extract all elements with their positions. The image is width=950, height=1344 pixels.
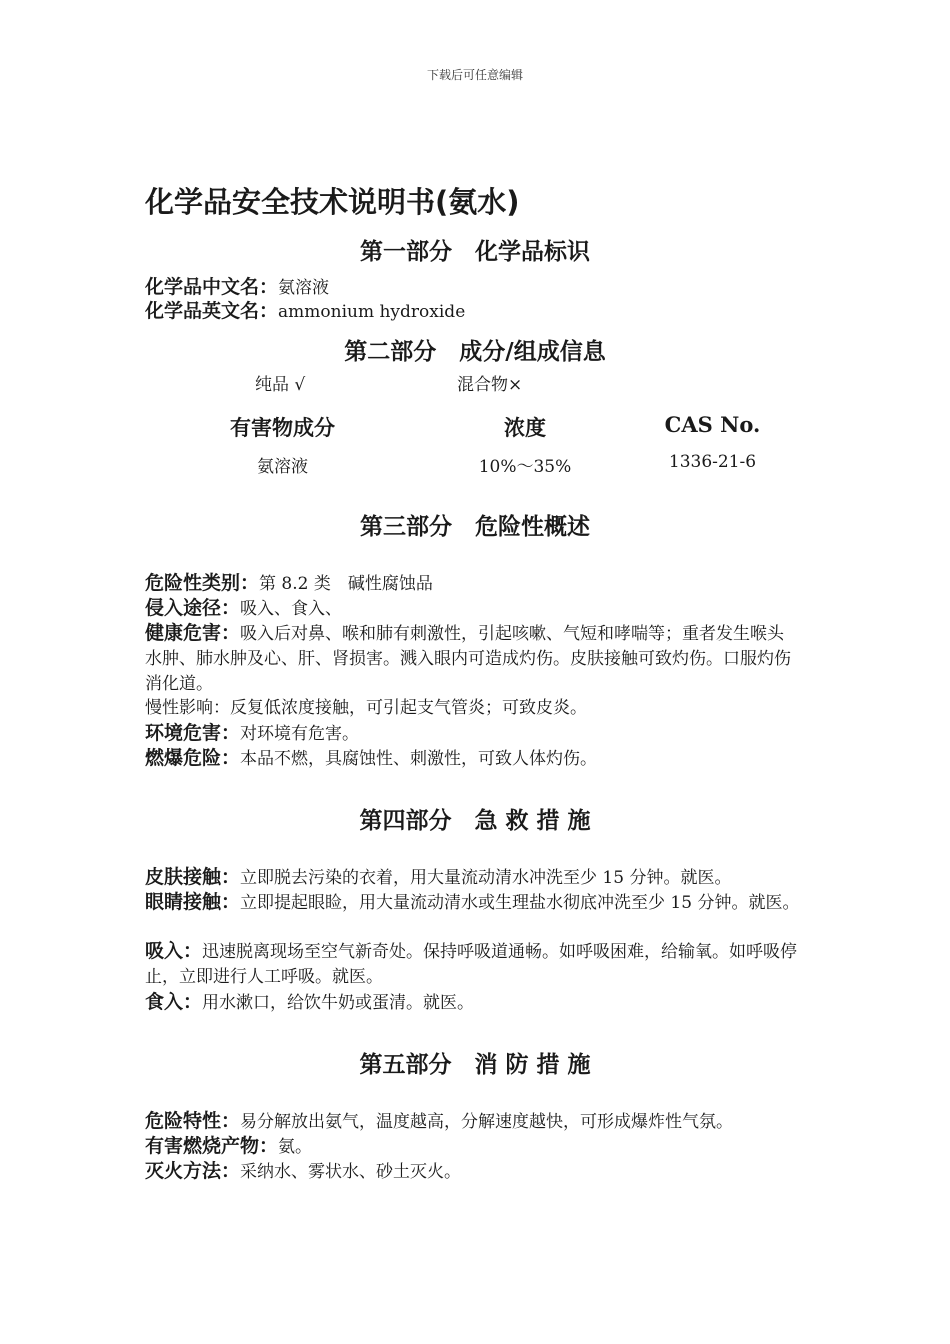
fire-explosion-value: 本品不燃，具腐蚀性、刺激性，可致人体灼伤。 [240,749,598,769]
table-header-concentration: 浓度 [504,416,546,440]
exposure-route-row [145,596,825,622]
eye-contact-row [145,890,815,916]
ingestion-label: 食入： [145,991,203,1013]
fire-explosion-row [145,746,825,772]
chinese-name-label: 化学品中文名： [145,276,279,298]
extinguishing-method-label: 灭火方法： [145,1160,241,1182]
table-header-component: 有害物成分 [230,416,335,440]
fire-explosion-label: 燃爆危险： [145,747,241,769]
section4-heading: 第四部分 急 救 措 施 [359,808,591,834]
environmental-hazard-value: 对环境有危害。 [240,724,360,744]
hazard-category-value: 第 8.2 类 碱性腐蚀品 [259,574,433,594]
table-cell-component: 氨溶液 [257,457,308,477]
document-title: 化学品安全技术说明书(氨水) [145,185,520,219]
eye-contact-label: 眼睛接触： [145,891,241,913]
inhalation-value: 迅速脱离现场至空气新奇处。保持呼吸道通畅。如呼吸困难，给输氧。如呼吸停止，立即进行人工呼吸。就医。 [145,942,798,987]
inhalation-label: 吸入： [145,940,203,962]
hazard-category-label: 危险性类别： [145,572,260,594]
extinguishing-method-row [145,1159,825,1185]
extinguishing-method-value: 采纳水、雾状水、砂土灭火。 [240,1162,462,1182]
skin-contact-row [145,865,825,891]
health-hazard-row [145,621,800,697]
table-header-cas: CAS No. [664,412,761,437]
chinese-name-row [145,275,825,301]
chronic-effect: 慢性影响：反复低浓度接触，可引起支气管炎；可致皮炎。 [145,698,587,718]
combustion-products-row [145,1134,825,1160]
table-cell-cas: 1336-21-6 [668,452,757,472]
skin-contact-value: 立即脱去污染的衣着，用大量流动清水冲洗至少 15 分钟。就医。 [240,868,732,888]
hazard-property-label: 危险特性： [145,1110,241,1132]
hazard-category-row [145,571,825,597]
ingestion-value: 用水漱口，给饮牛奶或蛋清。就医。 [202,993,475,1013]
table-cell-concentration: 10%～35% [478,457,572,477]
english-name-value: ammonium hydroxide [278,302,466,322]
health-hazard-label: 健康危害： [145,622,241,644]
exposure-route-label: 侵入途径： [145,597,241,619]
pure-substance: 纯品 √ [255,375,306,395]
health-hazard-value: 吸入后对鼻、喉和肺有刺激性，引起咳嗽、气短和哮喘等；重者发生喉头水肿、肺水肿及心、肝、肾损害。溅入眼内可造成灼伤。皮肤接触可致灼伤。口服灼伤消化道。 [145,624,791,694]
skin-contact-label: 皮肤接触： [145,866,241,888]
hazard-property-value: 易分解放出氨气，温度越高，分解速度越快，可形成爆炸性气氛。 [240,1112,734,1132]
english-name-label: 化学品英文名： [145,300,279,322]
section1-heading: 第一部分 化学品标识 [360,239,590,265]
section2-heading: 第二部分 成分/组成信息 [344,339,606,365]
hazard-property-row [145,1109,825,1135]
inhalation-row [145,939,810,990]
combustion-products-label: 有害燃烧产物： [145,1135,279,1157]
environmental-hazard-label: 环境危害： [145,722,241,744]
english-name-row [145,299,825,325]
exposure-route-value: 吸入、食入、 [240,599,343,619]
combustion-products-value: 氨。 [278,1137,313,1157]
chinese-name-value: 氨溶液 [278,278,330,298]
eye-contact-value: 立即提起眼睑，用大量流动清水或生理盐水彻底冲洗至少 15 分钟。就医。 [240,893,800,913]
section5-heading: 第五部分 消 防 措 施 [359,1052,591,1078]
header-note: 下载后可任意编辑 [426,68,523,82]
environmental-hazard-row [145,721,825,747]
ingestion-row [145,990,825,1016]
section3-heading: 第三部分 危险性概述 [360,514,590,540]
mixture: 混合物× [457,375,523,395]
